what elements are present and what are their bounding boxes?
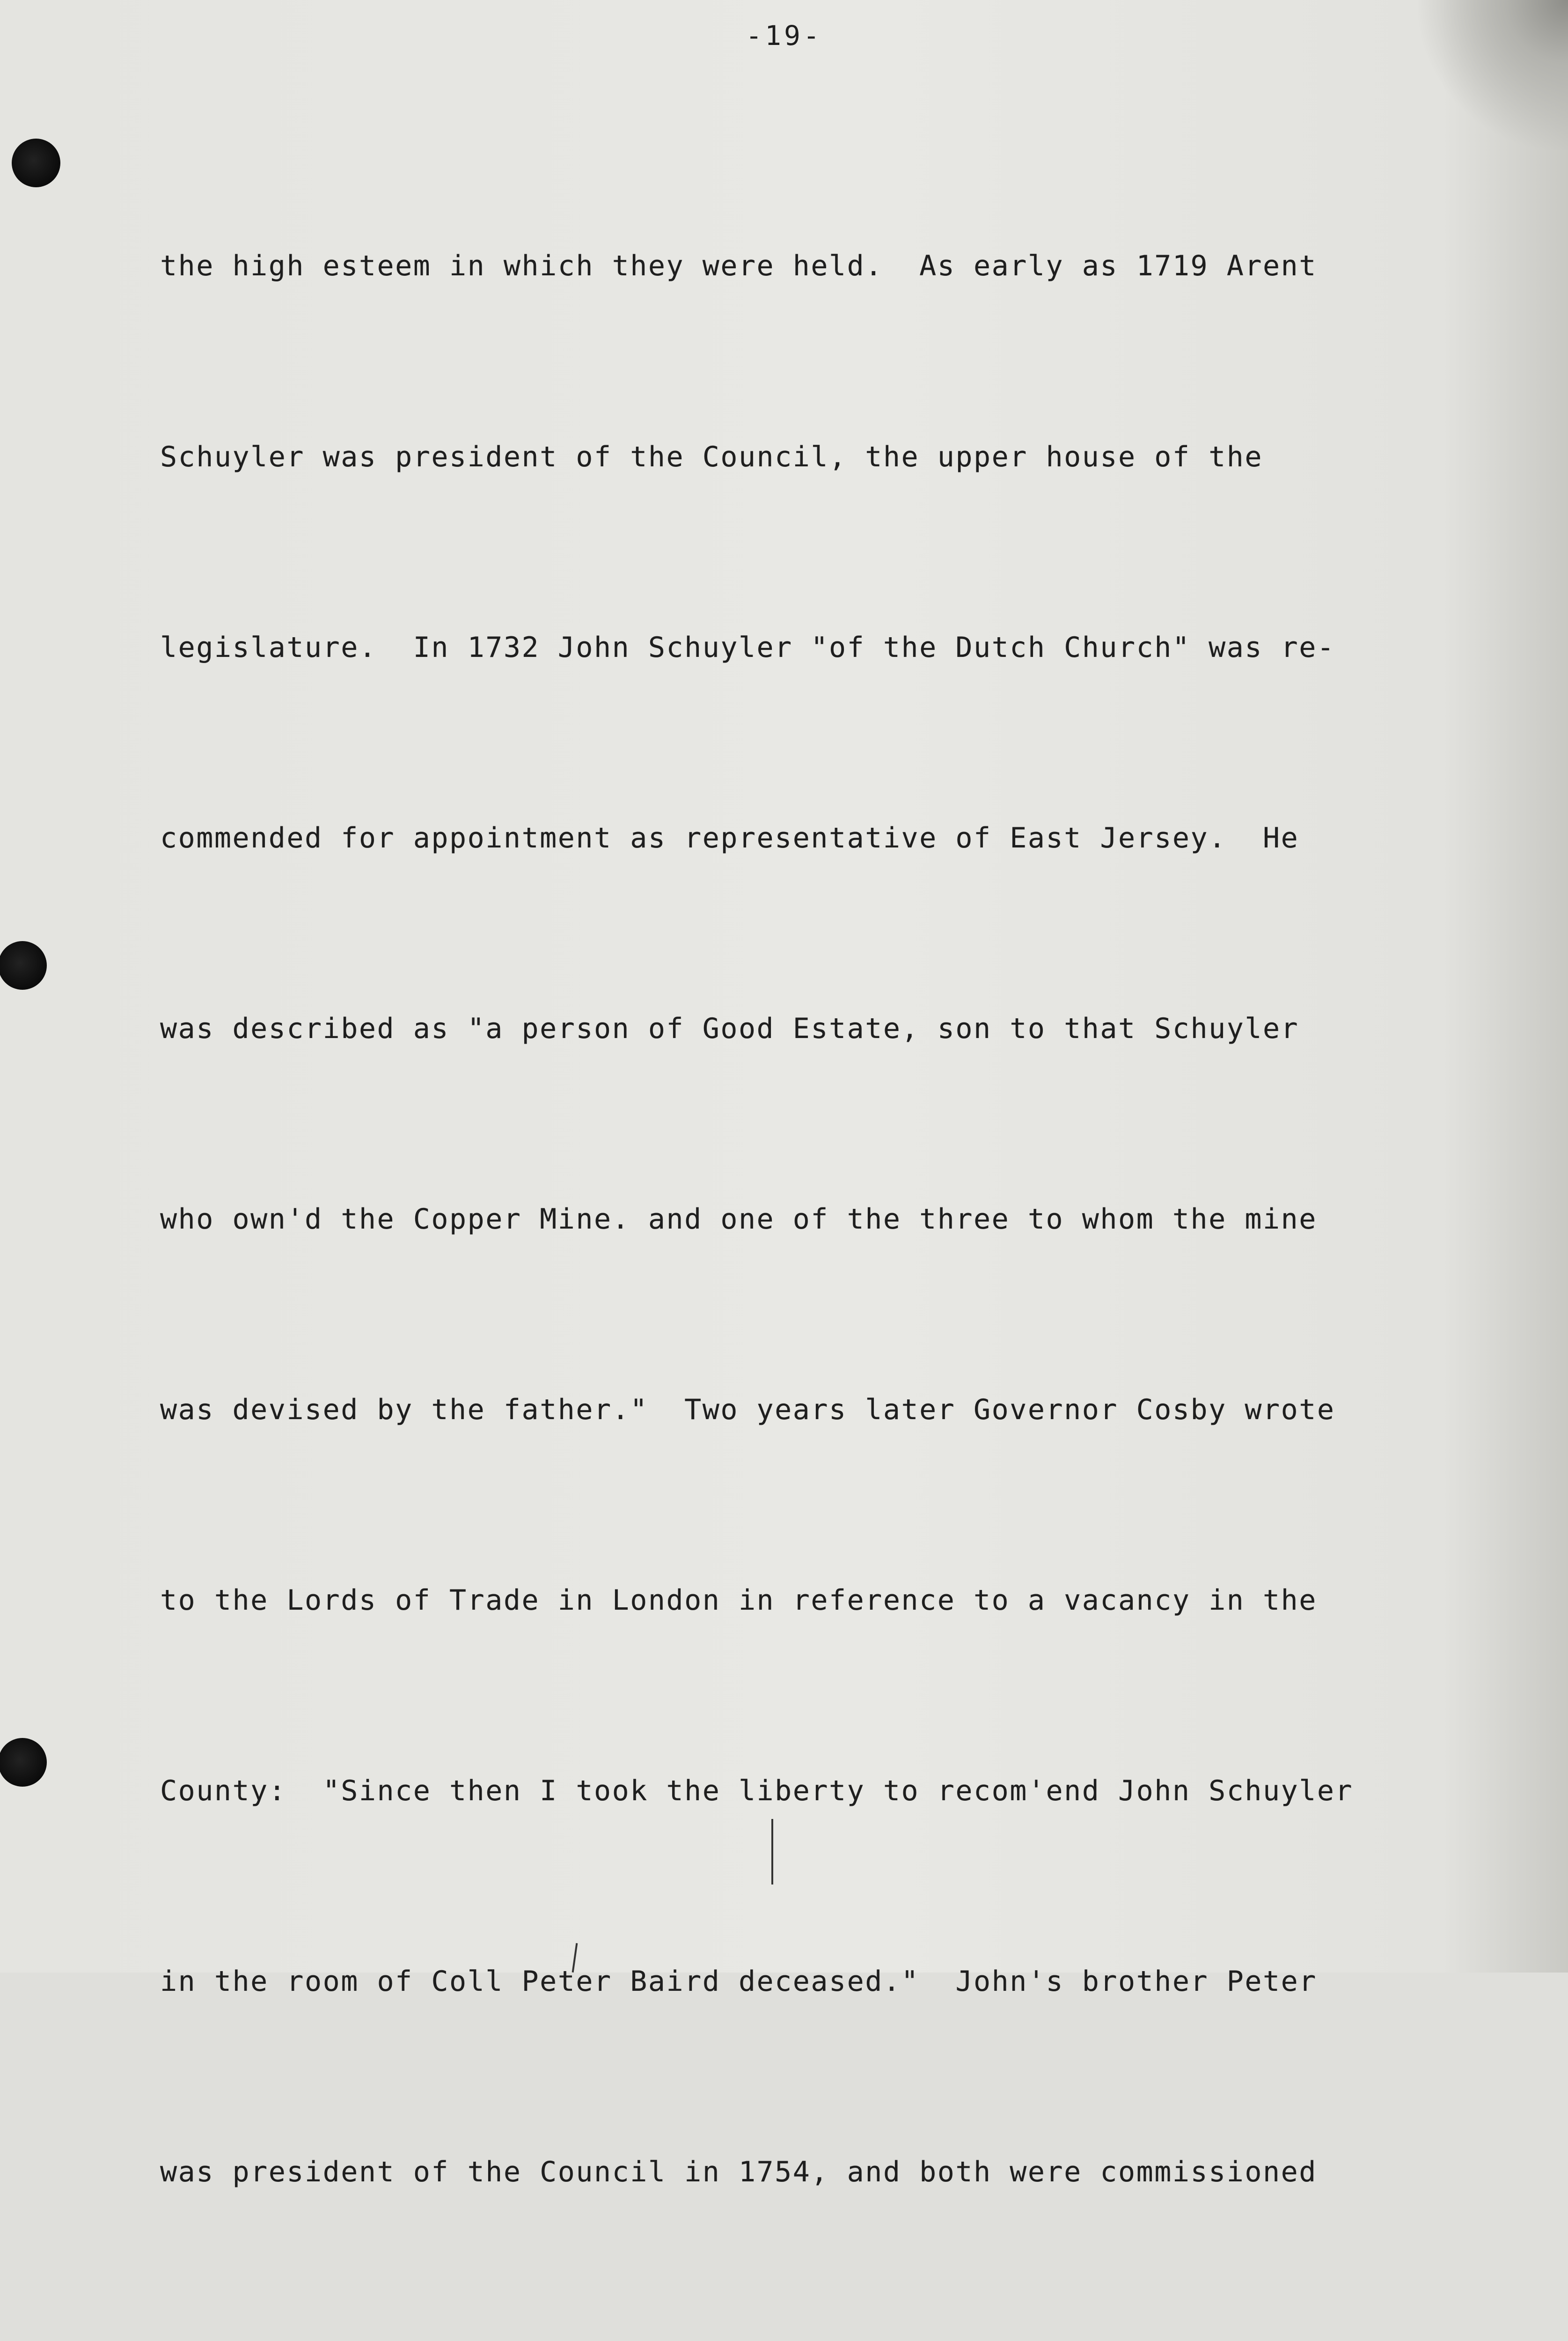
- text-line: commended for appointment as representative of East Jersey. He: [160, 821, 1299, 854]
- text-line: [160, 2331, 1517, 2341]
- body-text: [160, 108, 1517, 2341]
- text-line: to the Lords of Trade in London in reference to a vacancy in the: [160, 1584, 1317, 1617]
- punch-hole-bottom: [0, 1738, 47, 1787]
- page-number: -19-: [746, 20, 822, 52]
- text-line: County: "Since then I took the liberty to recom'end John Schuyler: [160, 1774, 1354, 1808]
- text-line: was devised by the father." Two years later Governor Cosby wrote: [160, 1393, 1335, 1426]
- text-line: Schuyler was president of the Council, the upper house of the: [160, 440, 1263, 473]
- text-line: the high esteem in which they were held. As early as 1719 Arent: [160, 250, 1317, 283]
- text-line: legislature. In 1732 John Schuyler "of the Dutch Church" was re-: [160, 631, 1335, 664]
- text-line: in the room of Coll Peter Baird deceased." John's brother Peter: [160, 1965, 1317, 1998]
- text-line: who own'd the Copper Mine. and one of the three to whom the mine: [160, 1202, 1317, 1236]
- punch-hole-middle: [0, 941, 47, 990]
- pencil-mark: [771, 1819, 773, 1885]
- text-line: was president of the Council in 1754, and both were commissioned: [160, 2156, 1317, 2189]
- punch-hole-top: [12, 139, 60, 187]
- text-line: was described as "a person of Good Estate, son to that Schuyler: [160, 1012, 1299, 1045]
